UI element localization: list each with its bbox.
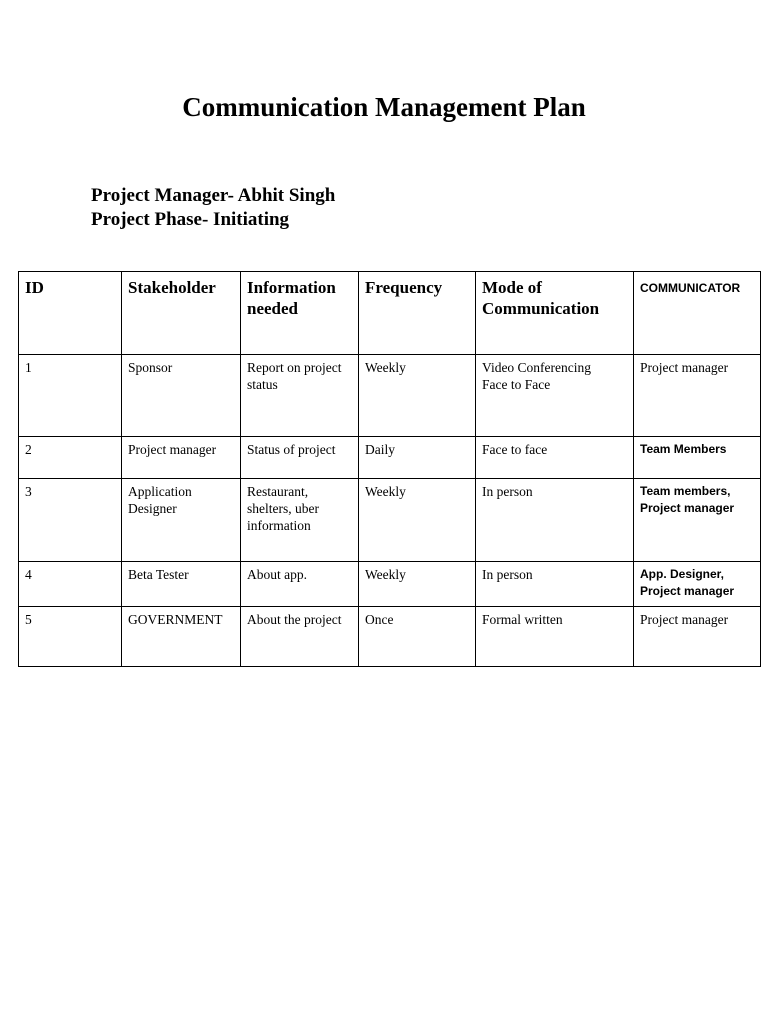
mode-line: Face to face <box>482 442 548 457</box>
cell-stakeholder: Project manager <box>122 437 241 479</box>
mode-line: Face to Face <box>482 377 551 392</box>
cell-information-needed: About app. <box>241 562 359 607</box>
cell-mode <box>476 437 634 479</box>
cell-information-needed: About the project <box>241 607 359 667</box>
communicator-line: Project manager <box>640 584 735 598</box>
cell-frequency: Weekly <box>359 355 476 437</box>
header-information-needed: Information needed <box>241 272 359 355</box>
cell-stakeholder: Sponsor <box>122 355 241 437</box>
table-row <box>19 562 761 607</box>
mode-line: In person <box>482 484 533 499</box>
communicator-line: Project manager <box>640 360 729 375</box>
cell-id: 4 <box>19 562 122 607</box>
table-row <box>19 479 761 562</box>
cell-frequency: Weekly <box>359 479 476 562</box>
communication-table <box>18 271 761 667</box>
mode-line: Video Conferencing <box>482 360 592 375</box>
mode-line: In person <box>482 567 533 582</box>
table-row <box>19 437 761 479</box>
cell-information-needed: Restaurant, shelters, uber information <box>241 479 359 562</box>
cell-communicator <box>634 562 761 607</box>
cell-frequency: Once <box>359 607 476 667</box>
communicator-line: App. Designer, <box>640 567 725 581</box>
project-phase: Project Phase- Initiating <box>91 209 290 230</box>
project-manager: Project Manager- Abhit Singh <box>91 185 336 206</box>
header-frequency: Frequency <box>359 272 476 355</box>
cell-mode <box>476 355 634 437</box>
cell-communicator <box>634 607 761 667</box>
communicator-line: Team Members <box>640 442 727 456</box>
header-id: ID <box>19 272 122 355</box>
cell-information-needed: Report on project status <box>241 355 359 437</box>
header-communicator: COMMUNICATOR <box>634 272 761 355</box>
cell-id: 3 <box>19 479 122 562</box>
cell-communicator <box>634 355 761 437</box>
communicator-line: Project manager <box>640 612 729 627</box>
cell-id: 5 <box>19 607 122 667</box>
cell-mode <box>476 479 634 562</box>
page-title: Communication Management Plan <box>182 92 586 122</box>
cell-mode <box>476 562 634 607</box>
cell-information-needed: Status of project <box>241 437 359 479</box>
cell-id: 2 <box>19 437 122 479</box>
cell-stakeholder: GOVERNMENT <box>122 607 241 667</box>
header-mode-of-communication: Mode of Communication <box>476 272 634 355</box>
table-row <box>19 355 761 437</box>
cell-stakeholder: Application Designer <box>122 479 241 562</box>
mode-line: Formal written <box>482 612 563 627</box>
cell-communicator <box>634 437 761 479</box>
cell-mode <box>476 607 634 667</box>
table-row <box>19 607 761 667</box>
table-header-row <box>19 272 761 355</box>
cell-frequency: Daily <box>359 437 476 479</box>
cell-frequency: Weekly <box>359 562 476 607</box>
cell-id: 1 <box>19 355 122 437</box>
project-meta <box>91 184 335 232</box>
communicator-line: Team members, <box>640 484 731 498</box>
communicator-line: Project manager <box>640 501 735 515</box>
cell-communicator <box>634 479 761 562</box>
header-stakeholder: Stakeholder <box>122 272 241 355</box>
cell-stakeholder: Beta Tester <box>122 562 241 607</box>
